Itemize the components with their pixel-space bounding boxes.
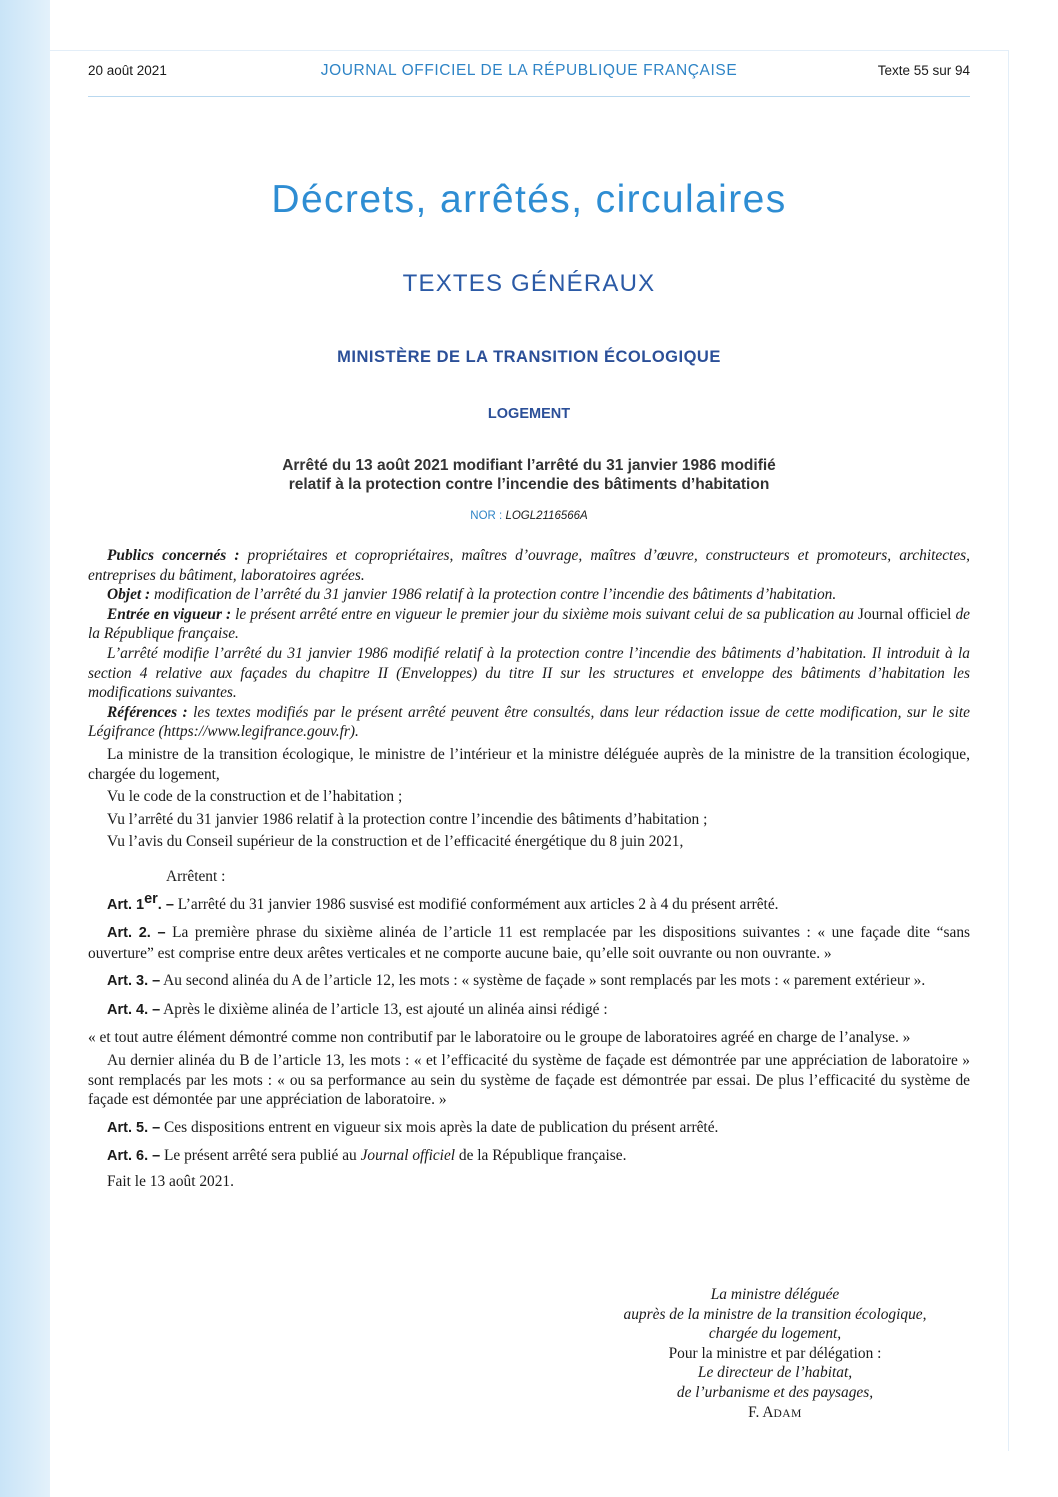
act-title-line-2: relatif à la protection contre l’incendie des bâtiments d’habitation — [288, 476, 770, 493]
article-4-quote: « et tout autre élément démontré comme non contributif par le laboratoire ou le groupe de laboratoires agréé en charge de l’analyse. » — [88, 1029, 911, 1047]
signature-line: Le directeur de l’habitat, — [697, 1364, 853, 1382]
preamble-arretent: Arrêtent : — [166, 867, 226, 885]
ministry-heading: MINISTÈRE DE LA TRANSITION ÉCOLOGIQUE — [337, 348, 721, 366]
act-title — [88, 456, 970, 494]
header-journal-title: JOURNAL OFFICIEL DE LA RÉPUBLIQUE FRANÇAISE — [320, 62, 738, 79]
act-title-line-1: Arrêté du 13 août 2021 modifiant l’arrêté du 31 janvier 1986 modifié — [282, 457, 776, 474]
preamble-vu: Vu l’arrêté du 31 janvier 1986 relatif à la protection contre l’incendie des bâtiments d’habitation ; — [107, 810, 708, 828]
signatory-name: F. ADAM — [748, 1403, 802, 1421]
signature-delegation: Pour la ministre et par délégation : — [668, 1344, 882, 1362]
subsection-title: TEXTES GÉNÉRAUX — [402, 270, 656, 297]
article-6: Art. 6. – Le présent arrêté sera publié au Journal officiel de la République française. — [107, 1147, 627, 1165]
summary-label: Entrée en vigueur : — [107, 605, 232, 623]
preamble-vu: Vu le code de la construction et de l’habitation ; — [107, 788, 403, 806]
summary-label: Publics concernés : — [107, 547, 240, 564]
rubric-heading: LOGEMENT — [487, 406, 571, 422]
article-label: Art. 2. – — [107, 925, 166, 942]
header-date: 20 août 2021 — [88, 63, 167, 78]
signature-line: chargée du logement, — [708, 1325, 842, 1343]
article-2: Art. 2. – La première phrase du sixième alinéa de l’article 11 est remplacée par les dispositions suivantes : « une façade dite “sans ouverture” est comprise entre deux arêtes verticales et ne comporte aucune baie, qu’elle soit ouvrante ou non ouvrante. » — [88, 924, 971, 962]
summary-publics: Publics concernés : propriétaires et copropriétaires, maîtres d’ouvrage, maîtres d’œuvre, constructeurs et promoteurs, architectes, entreprises du bâtiment, laboratoires agrées. — [88, 547, 970, 584]
preamble-intro: La ministre de la transition écologique, le ministre de l’intérieur et la ministre déléguée auprès de la ministre de la transition écologique, chargée du logement, — [88, 745, 970, 783]
article-label: Art. 5. – — [107, 1119, 161, 1136]
signature-line: La ministre déléguée — [710, 1286, 840, 1303]
signature-line: de l’urbanisme et des paysages, — [676, 1383, 874, 1401]
article-1: Art. 1er. – L’arrêté du 31 janvier 1986 susvisé est modifié conformément aux articles 2 à 4 du présent arrêté. — [107, 890, 779, 913]
summary-label: Objet : — [107, 586, 151, 604]
nor-label: NOR : — [470, 510, 503, 522]
article-3: Art. 3. – Au second alinéa du A de l’article 12, les mots : « système de façade » sont remplacés par les mots : « parement extérieur ». — [107, 972, 926, 990]
summary-entree: Entrée en vigueur : le présent arrêté entre en vigueur le premier jour du sixième mois suivant celui de sa publication au Journal officiel de la République française. — [88, 605, 970, 643]
article-label: Art. 3. – — [107, 973, 161, 990]
signature-block — [560, 1285, 990, 1424]
summary-label: Références : — [107, 703, 188, 721]
done-at-date: Fait le 13 août 2021. — [107, 1173, 234, 1191]
page-header — [88, 63, 970, 85]
article-5: Art. 5. – Ces dispositions entrent en vigueur six mois après la date de publication du présent arrêté. — [107, 1118, 719, 1136]
article-4: Art. 4. – Après le dixième alinéa de l’article 13, est ajouté un alinéa ainsi rédigé : — [107, 1000, 608, 1018]
nor-reference — [88, 510, 970, 522]
act-body — [88, 546, 970, 1192]
summary-notice — [88, 546, 970, 742]
header-text-number: Texte 55 sur 94 — [877, 63, 970, 78]
header-rule — [88, 96, 970, 97]
nor-value: LOGL2116566A — [505, 510, 588, 522]
section-title: Décrets, arrêtés, circulaires — [271, 178, 787, 221]
article-label: Art. 6. – — [107, 1148, 161, 1165]
article-label: Art. 1 — [107, 896, 145, 913]
article-4-paragraph-2: Au dernier alinéa du B de l’article 13, les mots : « et l’efficacité du système de façade est démontrée par une appréciation de laboratoire » sont remplacés par les mots : « ou sa performance au sein du système de façade est démontrée par essai. De plus l’efficacité du système de façade est démontée par une appréciation de laboratoire. » — [88, 1052, 970, 1109]
preamble-vu: Vu l’avis du Conseil supérieur de la construction et de l’efficacité énergétique du 8 juin 2021, — [107, 833, 684, 851]
article-label: Art. 4. – — [107, 1001, 161, 1018]
summary-references: Références : les textes modifiés par le présent arrêté peuvent être consultés, dans leur rédaction issue de cette modification, sur le site Légifrance (https://www.legifrance.gouv.fr). — [88, 703, 971, 741]
page-margin-band — [0, 0, 50, 1497]
summary-objet: Objet : modification de l’arrêté du 31 janvier 1986 relatif à la protection contre l’incendie des bâtiments d’habitation. — [107, 586, 837, 604]
summary-notice-text: L’arrêté modifie l’arrêté du 31 janvier 1986 modifié relatif à la protection contre l’incendie des bâtiments d’habitation. Il introduit à la section 4 relative aux façades du chapitre II (Enveloppes) du titre II sur les structures et enveloppe des bâtiments d’habitation les modifications suivantes. — [88, 644, 970, 702]
signature-line: auprès de la ministre de la transition écologique, — [623, 1305, 927, 1323]
